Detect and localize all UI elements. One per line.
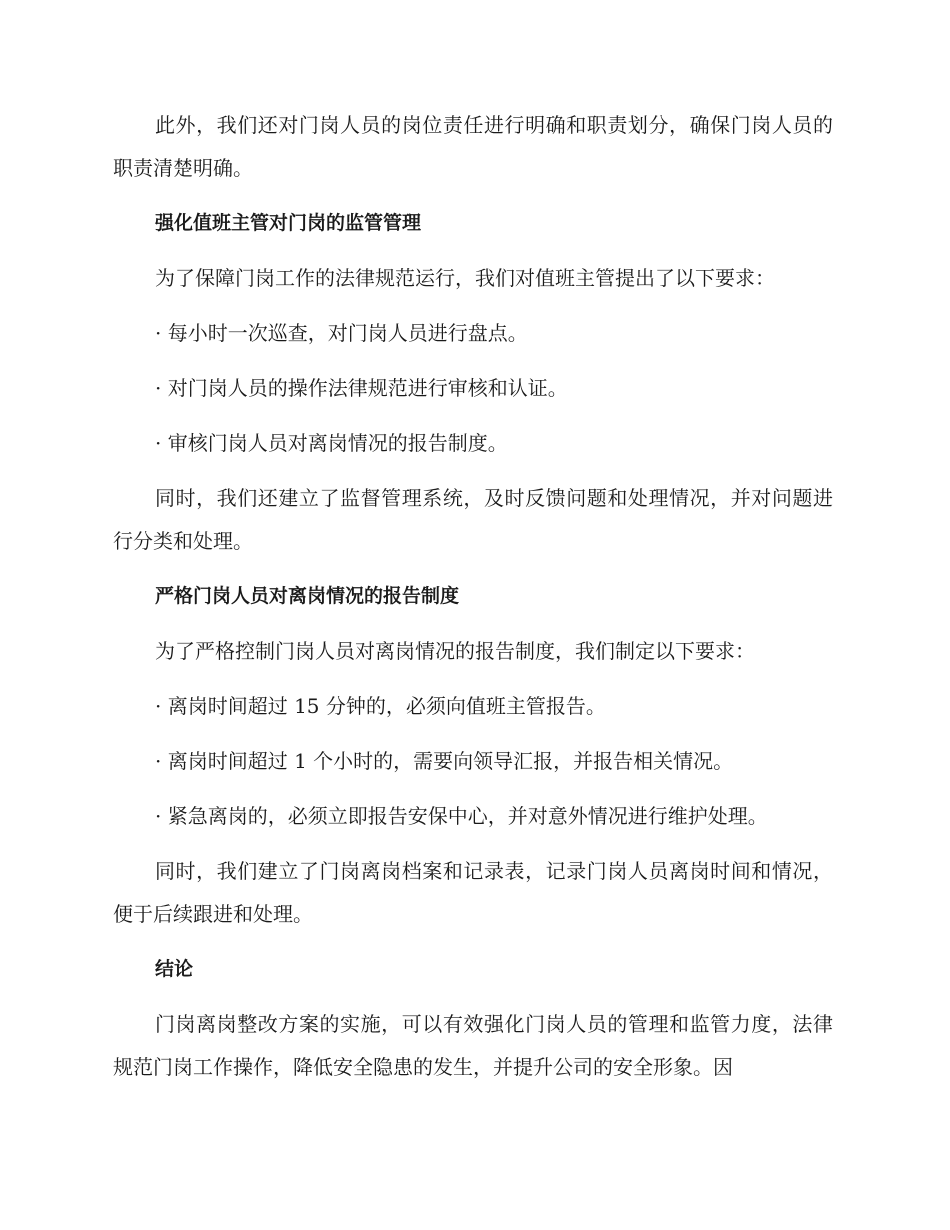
paragraph-conclusion: 门岗离岗整改方案的实施，可以有效强化门岗人员的管理和监管力度，法律规范门岗工作操作，降低安全隐患的发生，并提升公司的安全形象。因 <box>113 1012 833 1079</box>
heading-conclusion: 结论 <box>155 958 194 980</box>
paragraph-leave-records: 同时，我们建立了门岗离岗档案和记录表，记录门岗人员离岗时间和情况，便于后续跟进和处理。 <box>113 859 833 926</box>
paragraph-supervisor-requirements: 为了保障门岗工作的法律规范运行，我们对值班主管提出了以下要求： <box>155 266 775 290</box>
list-item-leave-15-min: · 离岗时间超过 15 分钟的，必须向值班主管报告。 <box>155 694 606 718</box>
paragraph-monitoring-system: 同时，我们还建立了监督管理系统，及时反馈问题和处理情况，并对问题进行分类和处理。 <box>113 486 833 553</box>
list-item-emergency-leave: · 紧急离岗的，必须立即报告安保中心，并对意外情况进行维护处理。 <box>155 804 768 828</box>
list-item-report-review: · 审核门岗人员对离岗情况的报告制度。 <box>155 431 508 455</box>
list-item-hourly-patrol: · 每小时一次巡查，对门岗人员进行盘点。 <box>155 321 528 345</box>
list-item-leave-1-hour: · 离岗时间超过 1 个小时的，需要向领导汇报，并报告相关情况。 <box>155 749 734 773</box>
heading-supervisor-oversight: 强化值班主管对门岗的监管管理 <box>155 212 422 234</box>
heading-leave-report-system: 严格门岗人员对离岗情况的报告制度 <box>155 585 460 607</box>
list-item-operation-review: · 对门岗人员的操作法律规范进行审核和认证。 <box>155 376 568 400</box>
paragraph-leave-requirements: 为了严格控制门岗人员对离岗情况的报告制度，我们制定以下要求： <box>155 639 755 663</box>
document-page <box>113 104 833 1101</box>
paragraph-responsibility: 此外，我们还对门岗人员的岗位责任进行明确和职责划分，确保门岗人员的职责清楚明确。 <box>113 113 833 180</box>
